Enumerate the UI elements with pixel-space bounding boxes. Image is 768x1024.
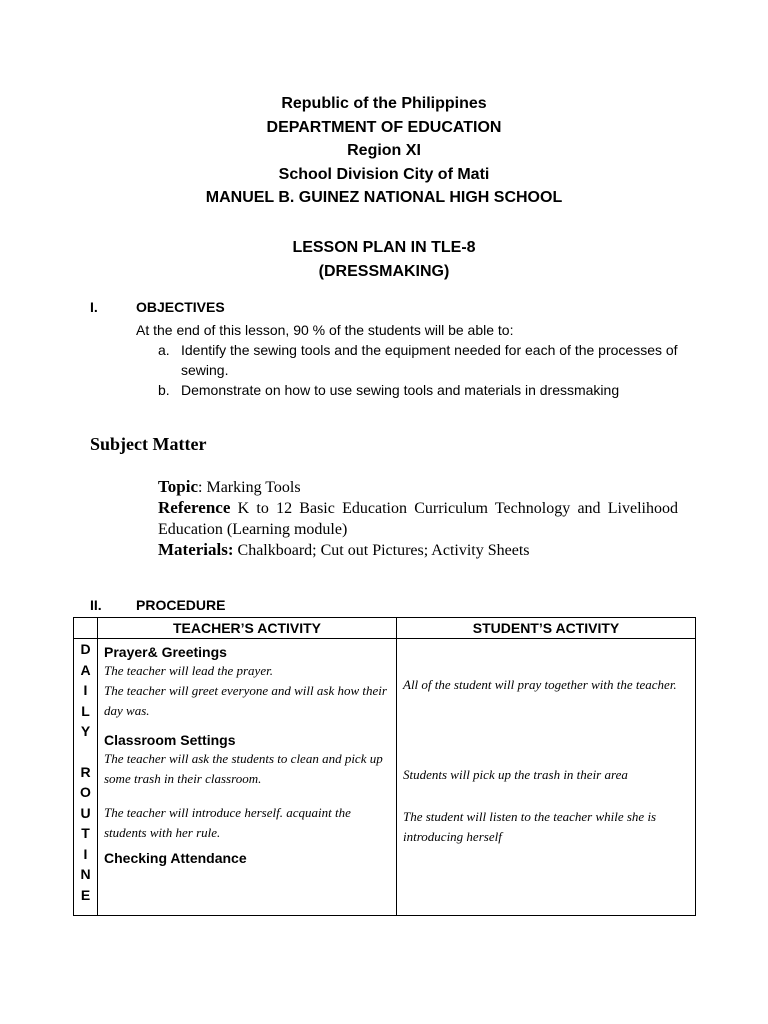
teacher-clean-text: The teacher will ask the students to clean and pick up some trash in their classroom.	[104, 751, 383, 786]
routine-letter: U	[80, 804, 91, 821]
routine-letter: D	[80, 641, 91, 657]
routine-letter: E	[80, 886, 91, 903]
header-division: School Division City of Mati	[278, 165, 490, 183]
topic-value: : Marking Tools	[198, 479, 301, 496]
student-activity-cell	[397, 639, 696, 916]
objectives-heading: OBJECTIVES	[136, 299, 225, 315]
objective-marker: b.	[158, 382, 170, 398]
teacher-greet-text: The teacher will greet everyone and will ask how their day was.	[104, 683, 387, 718]
checking-attendance-heading: Checking Attendance	[104, 850, 247, 866]
routine-letter: I	[83, 845, 88, 862]
objective-text: Identify the sewing tools and the equipment needed for each of the processes of sewing.	[181, 342, 678, 378]
routine-letter: L	[81, 702, 90, 719]
routine-letter: A	[80, 661, 91, 678]
school-header	[0, 92, 768, 210]
objective-text: Demonstrate on how to use sewing tools and materials in dressmaking	[181, 382, 620, 398]
student-trash-text: Students will pick up the trash in their area	[403, 767, 628, 782]
materials-label: Materials:	[158, 540, 234, 559]
classroom-settings-heading: Classroom Settings	[104, 732, 236, 748]
topic-line	[158, 476, 678, 498]
daily-routine-label	[74, 639, 98, 916]
objectives-intro: At the end of this lesson, 90 % of the students will be able to:	[136, 322, 514, 338]
routine-letter: O	[80, 784, 91, 800]
student-activity-header: STUDENT’S ACTIVITY	[397, 618, 696, 639]
materials-line	[158, 539, 678, 561]
header-department: DEPARTMENT OF EDUCATION	[266, 118, 502, 136]
teacher-activity-header: TEACHER’S ACTIVITY	[98, 618, 397, 639]
prayer-greetings-heading: Prayer& Greetings	[104, 644, 227, 660]
routine-letter: I	[83, 682, 88, 698]
lesson-title-block	[0, 236, 768, 284]
teacher-activity-cell	[98, 639, 397, 916]
header-region: Region XI	[347, 142, 421, 159]
teacher-prayer-text: The teacher will lead the prayer.	[104, 663, 273, 678]
table-corner	[74, 618, 98, 639]
routine-letter	[74, 742, 97, 762]
reference-value: K to 12 Basic Education Curriculum Technology and Livelihood Education (Learning module)	[158, 500, 678, 538]
reference-line	[158, 497, 678, 540]
lesson-subtitle: (DRESSMAKING)	[318, 263, 450, 280]
routine-letter: T	[81, 825, 90, 841]
header-school: MANUEL B. GUINEZ NATIONAL HIGH SCHOOL	[205, 189, 563, 206]
student-pray-text: All of the student will pray together with the teacher.	[403, 677, 677, 692]
objective-marker: a.	[158, 342, 170, 358]
routine-letter: R	[80, 763, 91, 780]
topic-label: Topic	[158, 477, 199, 496]
student-listen-text: The student will listen to the teacher while she is introducing herself	[403, 809, 657, 844]
subject-matter-heading: Subject Matter	[90, 434, 207, 454]
lesson-title: LESSON PLAN IN TLE-8	[292, 239, 476, 256]
header-country: Republic of the Philippines	[281, 95, 487, 112]
objective-item	[158, 380, 678, 400]
objectives-number: I.	[90, 299, 98, 315]
procedure-heading: PROCEDURE	[136, 597, 226, 613]
objective-item	[158, 340, 678, 380]
reference-label: Reference	[158, 498, 231, 517]
procedure-table	[73, 617, 696, 916]
routine-letter: N	[80, 866, 91, 882]
procedure-number: II.	[90, 597, 102, 613]
teacher-introduce-text: The teacher will introduce herself. acquaint the students with her rule.	[104, 805, 351, 840]
materials-value: Chalkboard; Cut out Pictures; Activity Sheets	[233, 542, 530, 559]
routine-letter: Y	[80, 723, 91, 739]
